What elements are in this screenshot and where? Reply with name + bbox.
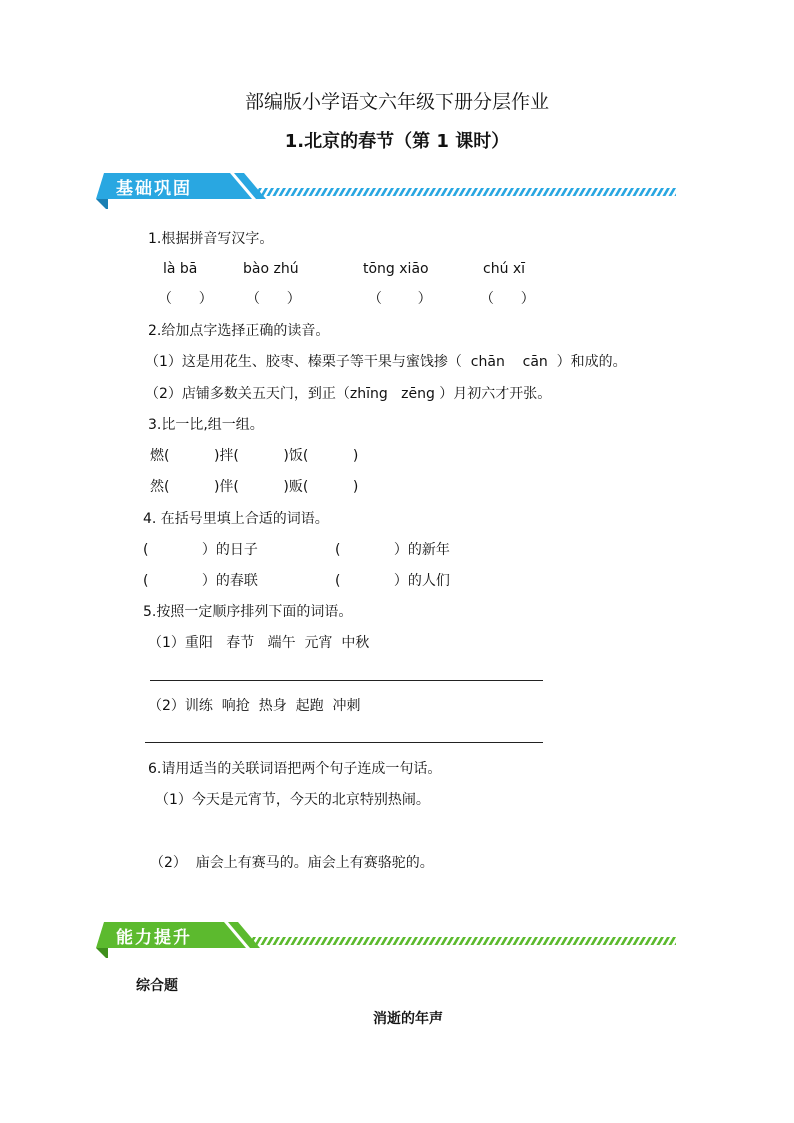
q1-pinyin-4: chú xī (483, 261, 526, 277)
section-label-advanced: 能力提升 (116, 928, 192, 948)
article-title: 消逝的年声 (373, 1011, 443, 1027)
q6-prompt: 6.请用适当的关联词语把两个句子连成一句话。 (148, 761, 442, 777)
q5-item-1: （1）重阳 春节 端午 元宵 中秋 (148, 635, 370, 651)
section-label-basic: 基础巩固 (116, 179, 192, 199)
q1-blank-2[interactable]: （ ） (246, 291, 301, 307)
q6-item-2: （2） 庙会上有赛马的。庙会上有赛骆驼的。 (150, 855, 434, 871)
q2-prompt: 2.给加点字选择正确的读音。 (148, 323, 330, 339)
q1-blank-4[interactable]: （ ） (480, 291, 535, 307)
q4-row-2-a[interactable]: ( ）的春联 (143, 573, 258, 589)
q2-item-2: （2）店铺多数关五天门，到正（zhīng zēng ）月初六才开张。 (145, 386, 552, 402)
q5-prompt: 5.按照一定顺序排列下面的词语。 (143, 604, 353, 620)
document-title: 部编版小学语文六年级下册分层作业 (244, 91, 549, 113)
q1-pinyin-3: tōng xiāo (363, 261, 429, 277)
q3-row-2[interactable]: 然( )伴( )贩( ) (150, 479, 359, 495)
q1-blank-1[interactable]: （ ） (158, 291, 213, 307)
q4-row-2-b[interactable]: ( ）的人们 (335, 573, 450, 589)
lesson-subtitle: 1.北京的春节（第 1 课时） (284, 131, 510, 152)
q3-prompt: 3.比一比,组一组。 (148, 417, 264, 433)
q1-prompt: 1.根据拼音写汉字。 (148, 231, 274, 247)
q5-answer-line-1[interactable] (150, 680, 543, 681)
q6-item-1: （1）今天是元宵节，今天的北京特别热闹。 (155, 792, 430, 808)
q5-answer-line-2[interactable] (145, 742, 543, 743)
section-banner-basic (96, 169, 678, 209)
q4-row-1-b[interactable]: ( ）的新年 (335, 542, 450, 558)
q4-prompt: 4. 在括号里填上合适的词语。 (143, 511, 329, 527)
q1-blank-3[interactable]: （ ） (368, 291, 432, 307)
q1-pinyin-1: là bā (163, 261, 198, 277)
q1-pinyin-2: bào zhú (243, 261, 299, 277)
q2-item-1: （1）这是用花生、胶枣、榛栗子等干果与蜜饯掺（ chān cān ）和成的。 (145, 354, 627, 370)
q4-row-1-a[interactable]: ( ）的日子 (143, 542, 258, 558)
comprehensive-label: 综合题 (136, 978, 178, 994)
q3-row-1[interactable]: 燃( )拌( )饭( ) (150, 448, 359, 464)
q5-item-2: （2）训练 响抢 热身 起跑 冲刺 (148, 698, 361, 714)
section-banner-advanced (96, 918, 678, 958)
